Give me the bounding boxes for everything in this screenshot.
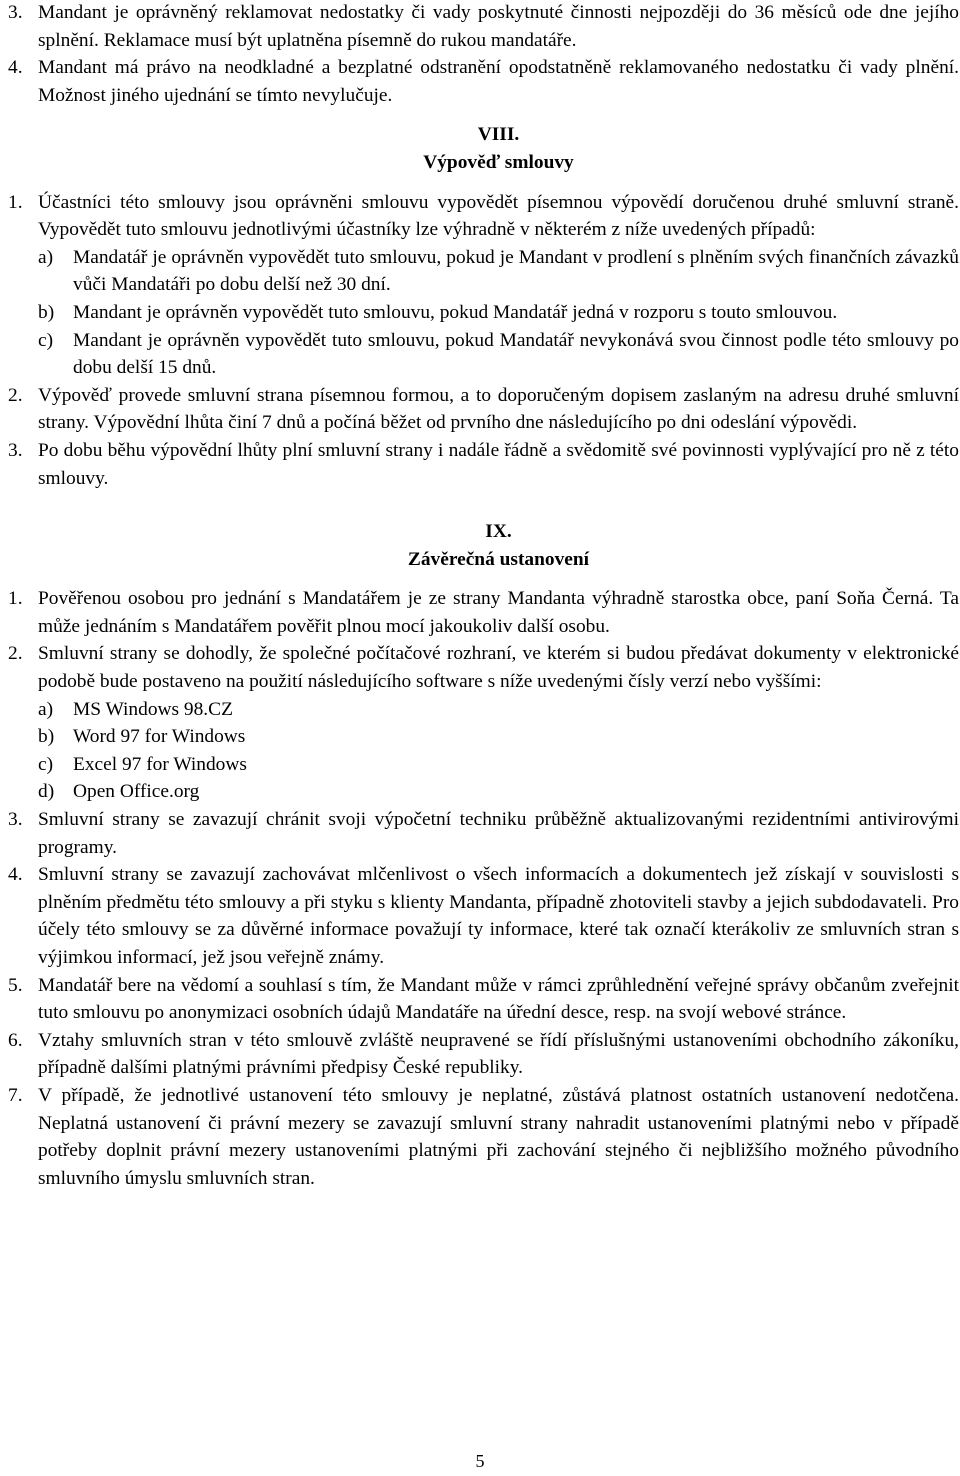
sub-text: Mandatář je oprávněn vypovědět tuto smlouvu, pokud je Mandant v prodlení s plněním svých finančních závazků vůči Mandatáři po dobu delší než 30 dní. (73, 246, 959, 296)
clause-number: 3. (8, 809, 23, 831)
software-item-d (38, 778, 959, 806)
section-8-clause-2 (8, 382, 959, 437)
sub-letter: b) (38, 301, 55, 323)
text-block (8, 0, 959, 1192)
sub-item-c (38, 327, 959, 382)
clause-text: Vztahy smluvních stran v této smlouvě zvláště neupravené se řídí příslušnými ustanoveními obchodního zákoníku, případně dalšími platnými právními předpisy České republiky. (38, 1029, 959, 1079)
section-9-clause-4 (8, 861, 959, 971)
clause-text: Účastníci této smlouvy jsou oprávněni smlouvu vypovědět písemnou výpovědí doručenou druhé smluvní straně. Vypovědět tuto smlouvu jednotlivými účastníky lze výhradně v některém z níže uvedených případů: (38, 191, 959, 241)
sub-letter: a) (38, 246, 54, 268)
clause-text: Výpověď provede smluvní strana písemnou formou, a to doporučeným dopisem zaslaným na adresu druhé smluvní strany. Výpovědní lhůta činí 7 dnů a počíná běžet od prvního dne následujícího po dni odeslání výpovědi. (38, 384, 959, 434)
software-item-a (38, 696, 959, 724)
clause-text: Smluvní strany se dohodly, že společné počítačové rozhraní, ve kterém si budou předávat dokumenty v elektronické podobě bude postaveno na použití následujícího software s níže uvedenými čísly verzí nebo vyššími: (38, 643, 959, 693)
sub-text: Open Office.org (73, 781, 200, 803)
clause-text: Pověřenou osobou pro jednání s Mandatářem je ze strany Mandanta výhradně starostka obce, paní Soňa Černá. Ta může jednáním s Mandatářem pověřit plnou mocí jakoukoliv další osobu. (38, 588, 959, 637)
clause-text: Mandant má právo na neodkladné a bezplatné odstranění opodstatněně reklamovaného nedostatku či vady plnění. Možnost jiného ujednání se tímto nevylučuje. (38, 57, 959, 106)
clause-number: 1. (8, 588, 23, 610)
clause-number: 2. (8, 643, 23, 665)
section-8-clause-1 (8, 189, 959, 382)
section-9-clause-5 (8, 972, 959, 1027)
sub-letter: c) (38, 753, 54, 775)
section-8-clause-3 (8, 437, 959, 492)
sub-letter: c) (38, 329, 54, 351)
clause-text: Mandatář bere na vědomí a souhlasí s tím, že Mandant může v rámci zprůhlednění veřejné správy občanům zveřejnit tuto smlouvu po anonymizaci osobních údajů Mandatáře na úřední desce, resp. na svojí webové stránce. (38, 974, 959, 1024)
section-9-clause-1 (8, 585, 959, 640)
clause-number: 4. (8, 864, 23, 886)
clause-text: Mandant je oprávněný reklamovat nedostatky či vady poskytnuté činnosti nejpozději do 36 měsíců ode dne jejího splnění. Reklamace musí být uplatněna písemně do rukou mandatáře. (38, 2, 959, 51)
clause-number: 4. (8, 57, 23, 79)
sub-letter: d) (38, 781, 55, 803)
clause-number: 2. (8, 384, 23, 406)
section-9-title: Závěrečná ustanovení (407, 548, 590, 570)
clause-text: Smluvní strany se zavazují chránit svoji výpočetní techniku průběžně aktualizovanými rezidentními antivirovými programy. (38, 809, 959, 858)
software-item-c (38, 751, 959, 779)
clause-number: 6. (8, 1029, 23, 1051)
sub-text: Mandant je oprávněn vypovědět tuto smlouvu, pokud Mandatář jedná v rozporu s touto smlouvou. (73, 301, 838, 323)
sub-text: Word 97 for Windows (73, 726, 246, 748)
section-8-title: Výpověď smlouvy (423, 151, 574, 173)
sub-text: Excel 97 for Windows (73, 753, 247, 775)
clause-number: 5. (8, 974, 23, 996)
software-item-b (38, 723, 959, 751)
section-9-clause-6 (8, 1027, 959, 1082)
section-9-clause-7 (8, 1082, 959, 1192)
clause-text: Smluvní strany se zavazují zachovávat mlčenlivost o všech informacích a dokumentech jež získají v souvislosti s plněním předmětu této smlouvy a při styku s klienty Mandanta, případně zhotoviteli stavby a jejich subdodavateli. Pro účely této smlouvy se za důvěrné informace považují ty informace, které tak označí kterákoliv ze smluvních stran s výjimkou informací, jež jsou veřejně známy. (38, 864, 959, 968)
clause-number: 3. (8, 439, 23, 461)
page-number: 5 (475, 1451, 485, 1471)
clause-number: 1. (8, 191, 23, 213)
sub-text: Mandant je oprávněn vypovědět tuto smlouvu, pokud Mandatář nevykonává svou činnost podle této smlouvy po dobu delší 15 dnů. (73, 329, 959, 379)
section-8-numeral: VIII. (477, 124, 520, 146)
section-9-clause-2 (8, 640, 959, 806)
sub-item-b (38, 299, 959, 327)
sub-text: MS Windows 98.CZ (73, 698, 233, 720)
clause-number: 3. (8, 2, 23, 23)
clause-text: Po dobu běhu výpovědní lhůty plní smluvní strany i nadále řádně a svědomitě své povinnosti vyplývající pro ně z této smlouvy. (38, 439, 959, 489)
clause-text: V případě, že jednotlivé ustanovení této smlouvy je neplatné, zůstává platnost ostatních ustanovení nedotčena. Neplatná ustanovení či právní mezery se zavazují smluvní strany nahradit ustanoveními platnými nebo v případě potřeby doplnit právní mezery ustanoveními platnými při zachování stejného či nejbližšího možného původního smluvního úmyslu smluvních stran. (38, 1084, 959, 1189)
clause-number: 7. (8, 1084, 23, 1106)
section-9-clause-3 (8, 806, 959, 861)
sub-letter: b) (38, 726, 55, 748)
sub-letter: a) (38, 698, 54, 720)
clause-3-reklamace (8, 0, 959, 54)
section-9-numeral: IX. (485, 521, 512, 543)
sub-item-a (38, 244, 959, 299)
clause-4-odstraneni (8, 54, 959, 109)
